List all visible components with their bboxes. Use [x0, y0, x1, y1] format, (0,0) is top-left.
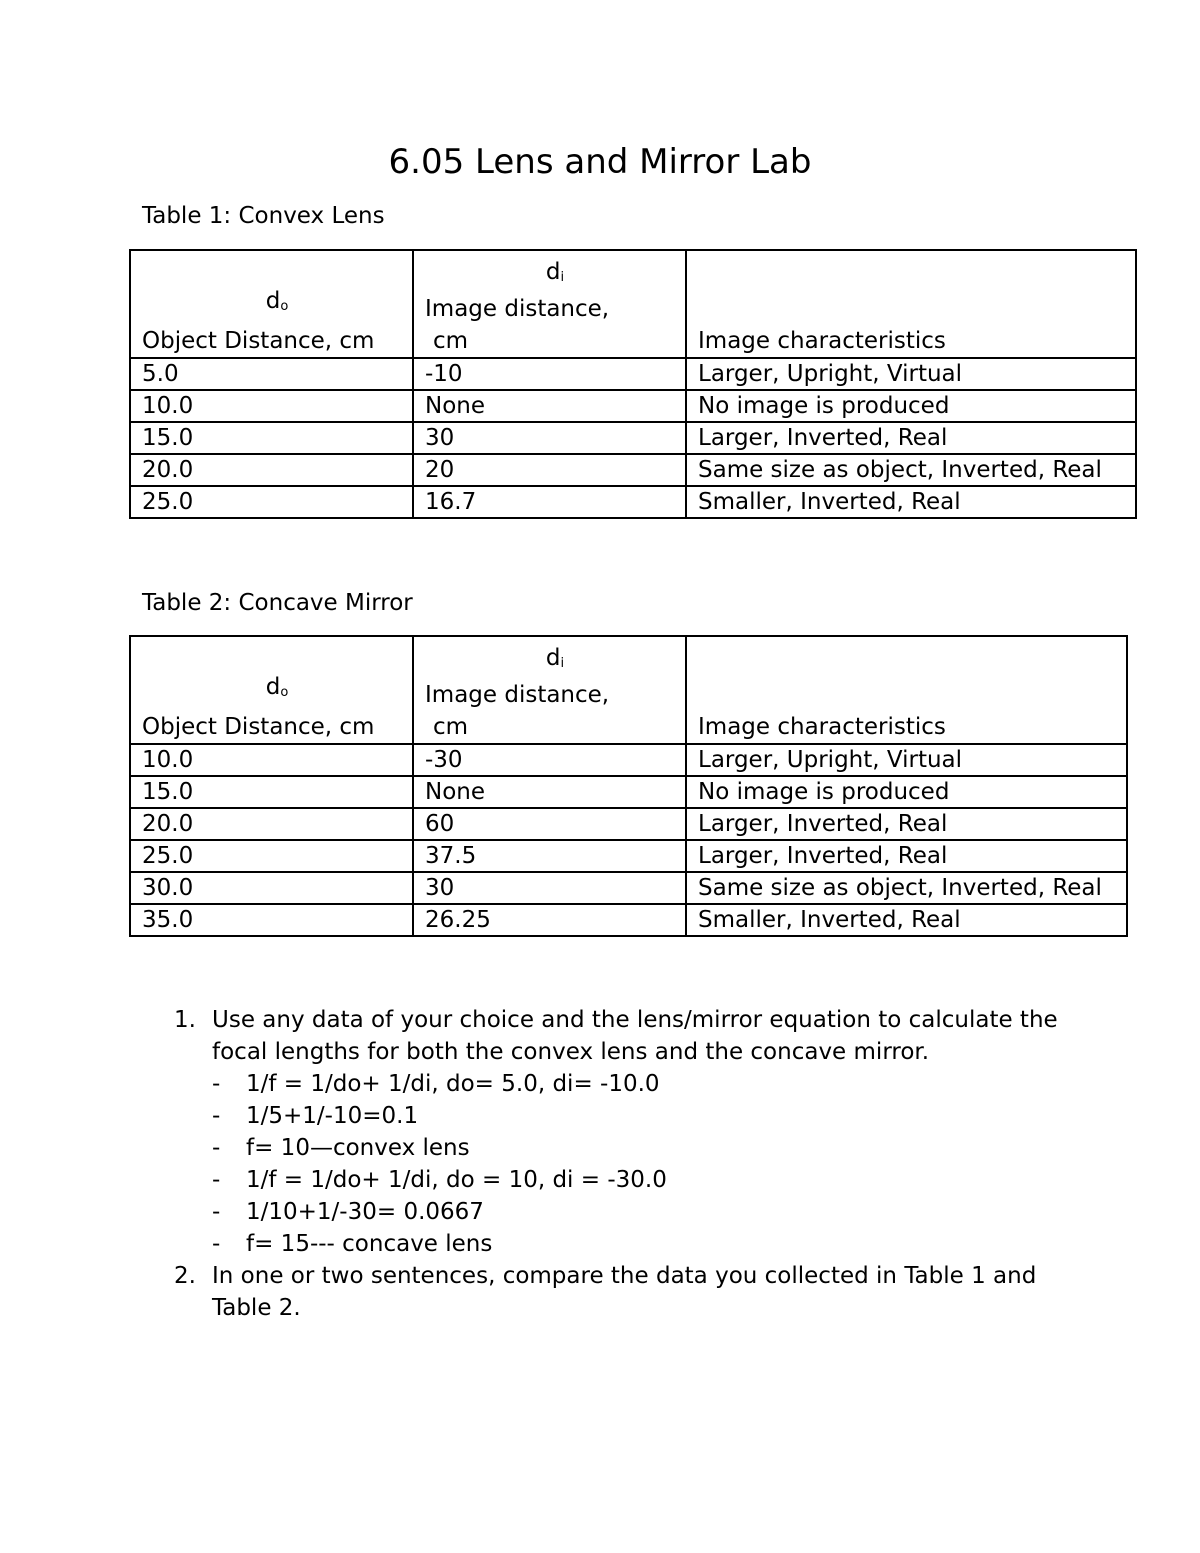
symbol-subscript: i: [560, 270, 565, 285]
answer-text: 1/5+1/-10=0.1: [246, 1103, 419, 1129]
answer-text: 1/f = 1/do+ 1/di, do = 10, di = -30.0: [246, 1167, 667, 1193]
image-distance-unit: cm: [433, 328, 469, 354]
table-row: [130, 840, 1127, 872]
dash-bullet: -: [212, 1231, 221, 1257]
table-row: [130, 486, 1136, 518]
table-1-caption: Table 1: Convex Lens: [142, 203, 385, 229]
image-distance-label: Image distance,: [425, 296, 610, 322]
header-image-distance: [413, 250, 686, 358]
image-distance-cell: 60: [413, 808, 686, 840]
image-distance-cell: 16.7: [413, 486, 686, 518]
table-2-caption: Table 2: Concave Mirror: [142, 590, 413, 616]
header-image-characteristics: [686, 250, 1136, 358]
image-distance-cell: 30: [413, 422, 686, 454]
table-row: [130, 358, 1136, 390]
header-image-distance: [413, 636, 686, 744]
object-distance-cell: 30.0: [130, 872, 413, 904]
header-object-distance: [130, 636, 413, 744]
image-characteristics-cell: Same size as object, Inverted, Real: [686, 454, 1136, 486]
image-characteristics-cell: Larger, Inverted, Real: [686, 808, 1127, 840]
dash-bullet: -: [212, 1199, 221, 1225]
image-characteristics-cell: No image is produced: [686, 776, 1127, 808]
table-row: [130, 872, 1127, 904]
image-distance-cell: 30: [413, 872, 686, 904]
header-object-distance: [130, 250, 413, 358]
symbol-subscript: o: [280, 299, 289, 314]
object-distance-cell: 20.0: [130, 454, 413, 486]
concave-mirror-table: [129, 635, 1128, 937]
image-characteristics-cell: No image is produced: [686, 390, 1136, 422]
table-row: [130, 776, 1127, 808]
answer-text: 1/10+1/-30= 0.0667: [246, 1199, 484, 1225]
question-item: [174, 1004, 1074, 1068]
dash-bullet: -: [212, 1071, 221, 1097]
image-characteristics-cell: Larger, Inverted, Real: [686, 840, 1127, 872]
answer-text: f= 10—convex lens: [246, 1135, 470, 1161]
header-row: [130, 636, 1127, 744]
image-distance-cell: -10: [413, 358, 686, 390]
answer-line: [174, 1164, 1074, 1196]
question-list: [174, 1004, 1074, 1324]
question-number: 1.: [174, 1007, 196, 1033]
question-text: In one or two sentences, compare the data you collected in Table 1 and Table 2.: [212, 1263, 1037, 1321]
header-image-characteristics: [686, 636, 1127, 744]
object-distance-symbol: [142, 672, 412, 708]
object-distance-cell: 20.0: [130, 808, 413, 840]
answer-text: f= 15--- concave lens: [246, 1231, 493, 1257]
object-distance-cell: 5.0: [130, 358, 413, 390]
symbol-letter: d: [265, 288, 281, 314]
dash-bullet: -: [212, 1135, 221, 1161]
image-characteristics-cell: Larger, Upright, Virtual: [686, 358, 1136, 390]
image-characteristics-label: Image characteristics: [698, 714, 946, 740]
image-characteristics-cell: Smaller, Inverted, Real: [686, 904, 1127, 936]
convex-lens-table: [129, 249, 1137, 519]
object-distance-cell: 10.0: [130, 390, 413, 422]
symbol-letter: d: [545, 645, 561, 671]
symbol-subscript: o: [280, 685, 289, 700]
dash-bullet: -: [212, 1167, 221, 1193]
table-row: [130, 422, 1136, 454]
image-distance-cell: 26.25: [413, 904, 686, 936]
image-distance-symbol: [425, 643, 685, 679]
symbol-subscript: i: [560, 656, 565, 671]
object-distance-label: Object Distance, cm: [142, 328, 375, 354]
object-distance-cell: 25.0: [130, 486, 413, 518]
answer-line: [174, 1068, 1074, 1100]
symbol-letter: d: [545, 259, 561, 285]
object-distance-cell: 10.0: [130, 744, 413, 776]
object-distance-cell: 15.0: [130, 776, 413, 808]
table-row: [130, 390, 1136, 422]
image-characteristics-label: Image characteristics: [698, 328, 946, 354]
object-distance-cell: 15.0: [130, 422, 413, 454]
answer-line: [174, 1196, 1074, 1228]
image-distance-cell: 20: [413, 454, 686, 486]
table-row: [130, 808, 1127, 840]
answer-text: 1/f = 1/do+ 1/di, do= 5.0, di= -10.0: [246, 1071, 660, 1097]
object-distance-cell: 25.0: [130, 840, 413, 872]
object-distance-label: Object Distance, cm: [142, 714, 375, 740]
page-title: 6.05 Lens and Mirror Lab: [388, 142, 812, 182]
image-distance-cell: None: [413, 776, 686, 808]
image-characteristics-cell: Larger, Inverted, Real: [686, 422, 1136, 454]
question-item: [174, 1260, 1074, 1324]
object-distance-cell: 35.0: [130, 904, 413, 936]
answer-line: [174, 1100, 1074, 1132]
image-distance-cell: -30: [413, 744, 686, 776]
image-distance-cell: 37.5: [413, 840, 686, 872]
dash-bullet: -: [212, 1103, 221, 1129]
symbol-letter: d: [265, 674, 281, 700]
image-distance-cell: None: [413, 390, 686, 422]
table-row: [130, 454, 1136, 486]
question-text: Use any data of your choice and the lens/mirror equation to calculate the focal lengths for both the convex lens and the concave mirror.: [212, 1007, 1058, 1065]
image-distance-label: Image distance,: [425, 682, 610, 708]
image-distance-unit: cm: [433, 714, 469, 740]
table-row: [130, 904, 1127, 936]
table-row: [130, 744, 1127, 776]
image-characteristics-cell: Same size as object, Inverted, Real: [686, 872, 1127, 904]
question-number: 2.: [174, 1263, 196, 1289]
object-distance-symbol: [142, 286, 412, 322]
answer-line: [174, 1132, 1074, 1164]
image-distance-symbol: [425, 257, 685, 293]
image-characteristics-cell: Larger, Upright, Virtual: [686, 744, 1127, 776]
image-characteristics-cell: Smaller, Inverted, Real: [686, 486, 1136, 518]
header-row: [130, 250, 1136, 358]
answer-line: [174, 1228, 1074, 1260]
